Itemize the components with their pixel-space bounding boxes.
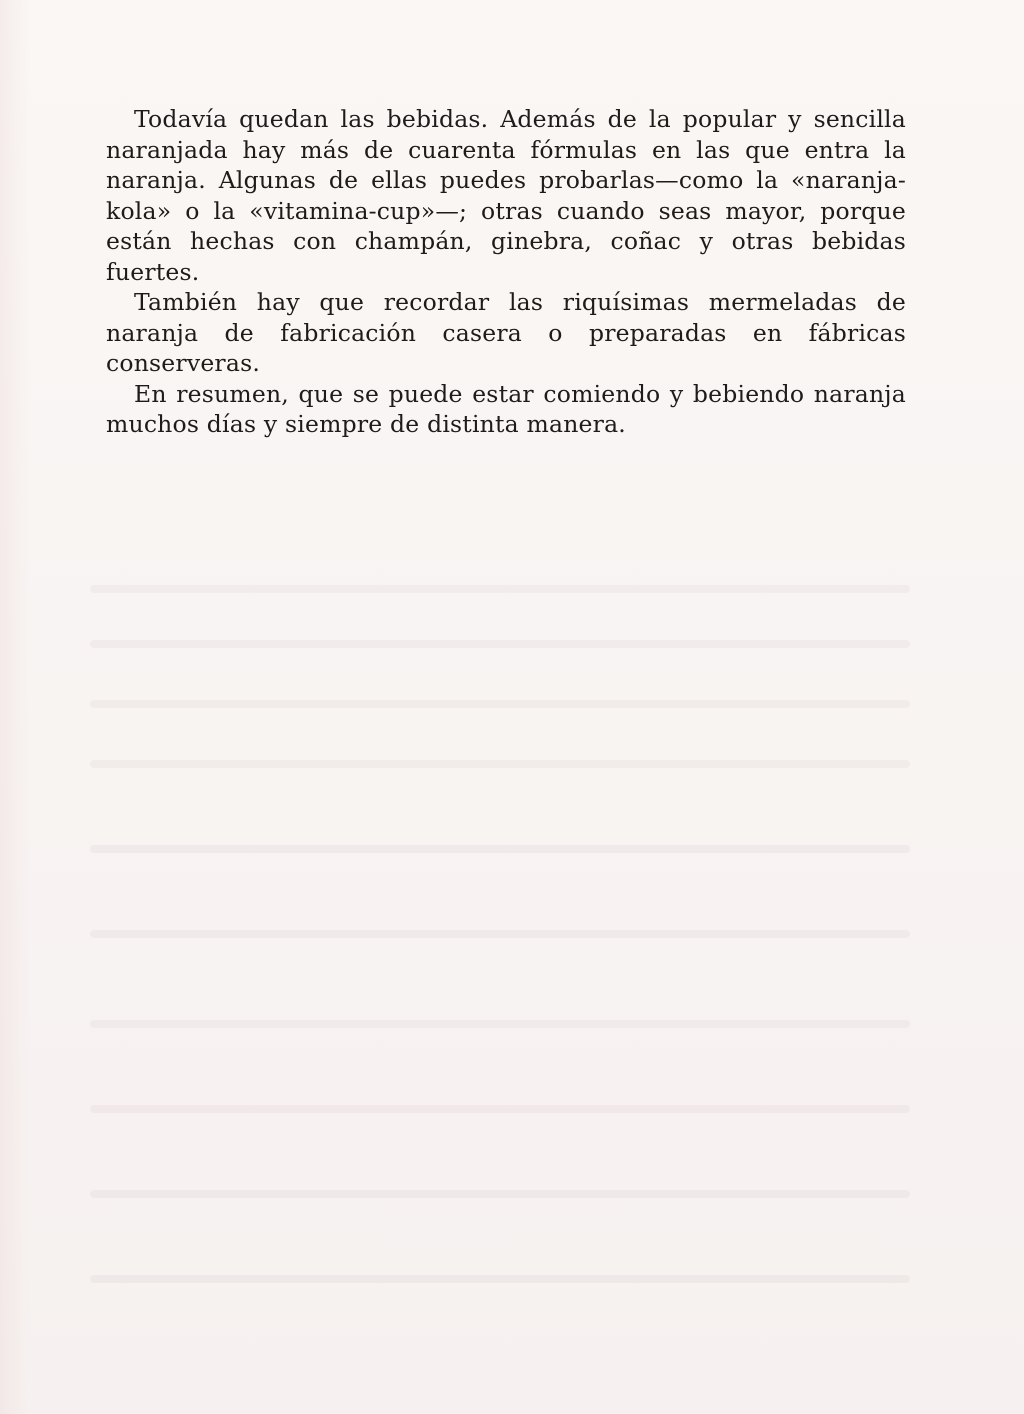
bleed-through-line — [90, 1020, 910, 1028]
paragraph-drinks: Todavía quedan las bebidas. Además de la popular y sencilla naranjada hay más de cuarenta fórmulas en las que entra la naranja. Algunas de ellas puedes probarlas—como la «naranja-kola» o la «vitamina-cup»—; otras cuando seas mayor, porque están hechas con champán, ginebra, coñac y otras bebidas fuertes. — [106, 105, 906, 286]
bleed-through-line — [90, 585, 910, 593]
bleed-through-line — [90, 640, 910, 648]
paragraph-summary: En resumen, que se puede estar comiendo y bebiendo naranja muchos días y siempre de distinta manera. — [106, 379, 906, 438]
bleed-through-line — [90, 700, 910, 708]
bleed-through-line — [90, 1275, 910, 1283]
bleed-through-line — [90, 760, 910, 768]
bleed-through-line — [90, 930, 910, 938]
bleed-through-line — [90, 1105, 910, 1113]
bleed-through-line — [90, 845, 910, 853]
bleed-through-line — [90, 1190, 910, 1198]
body-text — [106, 104, 906, 440]
paragraph-marmalades: También hay que recordar las riquísimas mermeladas de naranja de fabricación casera o preparadas en fábricas conserveras. — [106, 288, 906, 377]
